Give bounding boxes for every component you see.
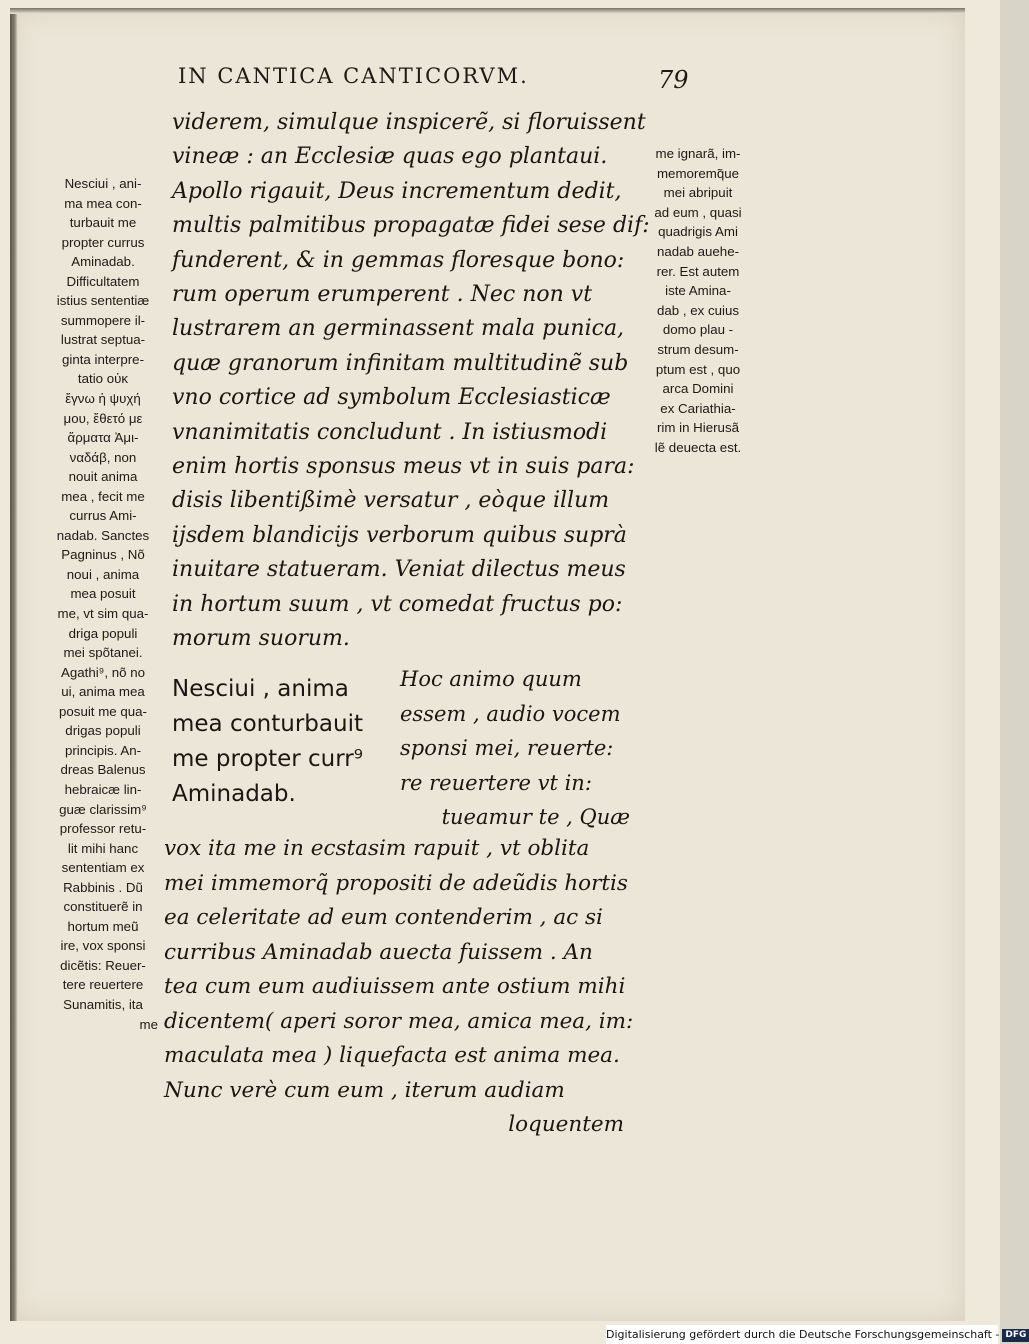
- text-line: vox ita me in ecstasim rapuit , vt oblita: [164, 836, 590, 861]
- text-line: Nunc verè cum eum , iterum audiam: [164, 1077, 565, 1103]
- text-line: sponsi mei, reuerte:: [400, 736, 614, 760]
- text-line: disis libentißimè versatur , eòque illum: [172, 488, 610, 514]
- margin-left-line: ire, vox sponsi: [60, 938, 146, 954]
- margin-right-line: domo plau -: [662, 322, 734, 338]
- text-line: re reuertere vt in:: [400, 770, 592, 795]
- margin-right-line: rim in Hierusã: [656, 420, 739, 436]
- margin-left-line: professor retu-: [59, 821, 147, 837]
- text-line: viderem, simulque inspicerẽ, si floruissent: [172, 110, 646, 135]
- text-line: essem , audio vocem: [400, 701, 621, 726]
- margin-left-line: ναδάβ, non: [69, 449, 137, 465]
- margin-left-line: currus Ami-: [69, 508, 137, 524]
- text-line: vineæ : an Ecclesiæ quas ego plantaui.: [172, 144, 608, 170]
- margin-left-line: posuit me qua-: [59, 703, 147, 719]
- commentary-continuation: [164, 832, 634, 1143]
- margin-left-line: hortum meũ: [67, 918, 139, 934]
- margin-left-line: mei spõtanei.: [63, 645, 143, 661]
- commentary-right-column: [400, 662, 630, 835]
- text-line: morum suorum.: [172, 626, 350, 652]
- margin-left-line: Difficultatem: [66, 273, 140, 289]
- margin-left-line: ui, anima mea: [61, 684, 145, 700]
- margin-right-line: ex Cariathia-: [660, 400, 736, 416]
- margin-left-line: Aminadab.: [71, 254, 135, 270]
- margin-left-line: dicẽtis: Reuer-: [60, 957, 146, 973]
- margin-right-line: dab , ex cuius: [656, 302, 740, 318]
- text-line: ijsdem blandicijs verborum quibus suprà: [172, 522, 627, 548]
- margin-left-line: ma mea con-: [64, 195, 142, 211]
- margin-note-left: [48, 174, 158, 1034]
- catchword: loquentem: [508, 1112, 624, 1137]
- margin-left-line: sententiam ex: [61, 860, 145, 876]
- text-line: multis palmitibus propagatæ fidei sese dif:: [172, 213, 650, 239]
- margin-left-line: guæ clarissim⁹: [59, 801, 147, 817]
- margin-left-line: drigas populi: [65, 723, 141, 739]
- running-head: IN CANTICA CANTICORVM.: [178, 64, 529, 88]
- margin-left-line: summopere il-: [60, 312, 146, 328]
- margin-left-line: Nesciui , ani-: [64, 176, 142, 191]
- margin-right-line: rer. Est autem: [656, 263, 740, 279]
- margin-left-line: mea posuit: [70, 586, 136, 602]
- text-line: vnanimitatis concludunt . In istiusmodi: [172, 419, 608, 445]
- lemma-line: Nesciui , anima: [172, 676, 349, 702]
- margin-left-line: ἔγνω ἡ ψυχή: [65, 391, 141, 407]
- main-text-block: [172, 106, 650, 657]
- margin-left-line: Sunamitis, ita: [63, 996, 143, 1012]
- text-line: quæ granorum infinitam multitudinẽ sub: [172, 350, 629, 376]
- text-line: funderent, & in gemmas floresque bono:: [172, 247, 625, 273]
- text-line: curribus Aminadab auecta fuissem . An: [164, 939, 593, 965]
- page-number: 79: [658, 66, 689, 94]
- lemma-line: mea conturbauit: [172, 711, 363, 737]
- footer-text: Digitalisierung gefördert durch die Deutsche Forschungsgemeinschaft -: [606, 1328, 1000, 1341]
- text-line: Hoc animo quum: [400, 667, 582, 691]
- text-line: tea cum eum audiuissem ante ostium mihi: [164, 974, 626, 999]
- text-line: Apollo rigauit, Deus incrementum dedit,: [172, 178, 622, 204]
- page-edge-left: [10, 8, 18, 1321]
- margin-right-line: arca Domini: [662, 381, 734, 397]
- margin-right-line: quadrigis Ami: [658, 224, 738, 240]
- text-line: rum operum erumperent . Nec non vt: [172, 282, 593, 308]
- text-line: mei immemorq̃ propositi de adeũdis hortis: [164, 870, 628, 896]
- margin-left-line: Pagninus , Nõ: [61, 547, 145, 563]
- margin-note-right: [636, 144, 760, 458]
- margin-right-line: lẽ deuecta est.: [654, 439, 742, 455]
- lemma-line: me propter curr⁹: [172, 746, 363, 772]
- text-line: in hortum suum , vt comedat fructus po:: [172, 591, 623, 617]
- margin-left-line: hebraicæ lin-: [64, 781, 142, 797]
- margin-left-line: ἅρματα Ἀμι-: [67, 430, 139, 446]
- margin-right-line: nadab auehe-: [656, 243, 740, 259]
- margin-right-line: me ignarã, im-: [655, 146, 741, 161]
- margin-right-line: ad eum , quasi: [654, 204, 742, 220]
- margin-left-line: istius sententiæ: [56, 293, 150, 309]
- text-line: ea celeritate ad eum contenderim , ac si: [164, 905, 603, 930]
- margin-left-line: Rabbinis . Dũ: [63, 879, 143, 895]
- lemma-line: Aminadab.: [172, 781, 296, 807]
- margin-left-line: μου, ἔθετό με: [63, 410, 143, 426]
- text-line: lustrarem an germinassent mala punica,: [172, 316, 625, 342]
- margin-left-line: nadab. Sanctes: [56, 527, 150, 543]
- margin-left-line: noui , anima: [66, 566, 140, 582]
- text-line: tueamur te , Quæ: [441, 805, 630, 829]
- margin-left-line: lit mihi hanc: [67, 840, 139, 856]
- margin-left-line: Agathi⁹, nõ no: [60, 664, 146, 680]
- margin-right-line: strum desum-: [657, 341, 739, 357]
- margin-right-line: mei abripuit: [663, 185, 733, 201]
- margin-left-line: me, vt sim qua-: [57, 606, 149, 622]
- margin-right-line: iste Amina-: [665, 283, 731, 299]
- digitization-footer: [606, 1325, 1027, 1344]
- margin-left-line: lustrat septua-: [60, 332, 146, 348]
- margin-left-line: driga populi: [68, 625, 138, 641]
- lemma-heading: [172, 672, 387, 812]
- margin-left-line: propter currus: [61, 234, 145, 250]
- margin-left-line: tatio οὐκ: [77, 371, 129, 387]
- text-line: enim hortis sponsus meus vt in suis para:: [172, 454, 635, 480]
- margin-left-line: tere reuertere: [62, 977, 144, 993]
- margin-left-line: principis. An-: [64, 742, 142, 758]
- margin-left-line: me: [139, 1016, 158, 1032]
- text-line: inuitare statueram. Veniat dilectus meus: [172, 557, 626, 583]
- margin-left-line: dreas Balenus: [60, 762, 146, 778]
- text-line: vno cortice ad symbolum Ecclesiasticæ: [172, 385, 611, 411]
- margin-left-line: constituerẽ in: [63, 899, 143, 915]
- text-line: maculata mea ) liquefacta est anima mea.: [164, 1043, 620, 1068]
- margin-right-line: memoremq̃ue: [656, 165, 740, 181]
- margin-left-line: turbauit me: [69, 215, 137, 231]
- margin-left-line: ginta interpre-: [61, 351, 145, 367]
- margin-left-line: mea , fecit me: [61, 488, 145, 504]
- page-edge-top: [10, 8, 965, 14]
- margin-right-line: ptum est , quo: [655, 361, 741, 377]
- text-line: dicentem( aperi soror mea, amica mea, im:: [164, 1008, 634, 1034]
- margin-left-line: nouit anima: [68, 469, 138, 485]
- dfg-logo: DFG: [1002, 1329, 1029, 1342]
